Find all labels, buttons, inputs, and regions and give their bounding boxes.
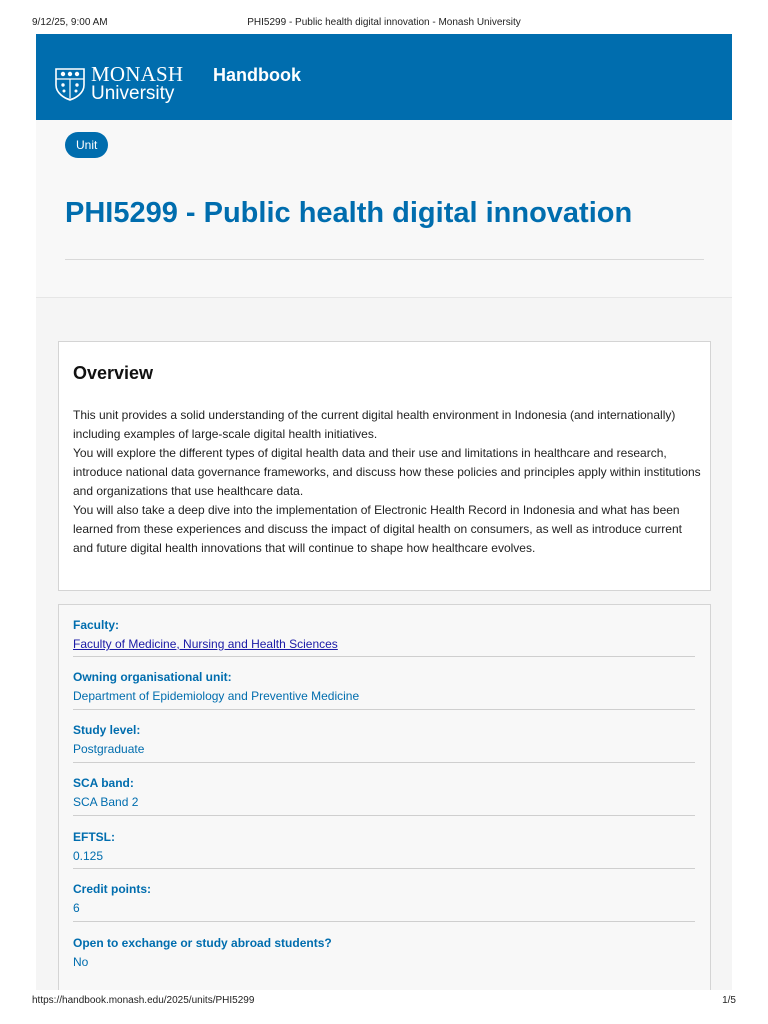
fact-sca-band [73,775,695,810]
fact-label: Study level: [73,723,141,737]
overview-heading: Overview [73,363,154,383]
print-header [0,17,768,31]
handbook-page [36,34,732,990]
title-divider [65,259,704,260]
fact-value: Department of Epidemiology and Preventive Medicine [73,689,360,703]
fact-study-level [73,722,695,757]
print-datetime: 9/12/25, 9:00 AM [32,17,108,28]
fact-exchange [73,935,695,970]
fact-label: EFTSL: [73,830,115,844]
overview-paragraph: You will also take a deep dive into the implementation of Electronic Health Record in Indonesia and what has been learned from these experiences and discuss the impact of digital health on consumers, as well as introduce current and future digital health innovations that will continue to shape how healthcare evolves. [73,503,682,555]
print-footer [0,995,768,1009]
overview-card [58,341,711,591]
print-url: https://handbook.monash.edu/2025/units/PHI5299 [32,995,255,1006]
fact-value: 6 [73,901,80,915]
handbook-home-link[interactable]: Handbook [213,65,301,85]
overview-paragraph: You will explore the different types of digital health data and their use and limitations in healthcare and research, introduce national data governance frameworks, and discuss how these policies and principles apply within institutions and organizations that use healthcare data. [73,446,701,498]
unit-type-badge: Unit [65,132,108,158]
brand-bar [36,34,732,120]
print-page-number: 1/5 [722,995,736,1006]
fact-faculty [73,617,695,652]
fact-label: Credit points: [73,882,151,896]
fact-label: Faculty: [73,618,120,632]
logo-wordmark-bottom: University [91,83,175,104]
monash-logo[interactable] [54,64,183,103]
faculty-link[interactable]: Faculty of Medicine, Nursing and Health Sciences [73,637,338,651]
overview-text [73,406,703,558]
logo-wordmark-top: MONASH [91,62,184,86]
fact-label: SCA band: [73,776,134,790]
fact-value: No [73,955,89,969]
fact-eftsl [73,829,695,864]
fact-label: Owning organisational unit: [73,670,232,684]
fact-value: SCA Band 2 [73,795,139,809]
fact-value: Postgraduate [73,742,145,756]
fact-owning-unit [73,669,695,704]
fact-value: 0.125 [73,849,104,863]
page-title: PHI5299 - Public health digital innovation [65,197,633,229]
unit-facts-card [58,604,711,990]
print-page-title: PHI5299 - Public health digital innovation - Monash University [247,17,521,28]
overview-paragraph: This unit provides a solid understanding of the current digital health environment in Indonesia (and internationally) including examples of large-scale digital health initiatives. [73,408,676,441]
fact-credit-points [73,881,695,916]
monash-crest-icon [54,67,86,101]
fact-label: Open to exchange or study abroad students? [73,936,332,950]
